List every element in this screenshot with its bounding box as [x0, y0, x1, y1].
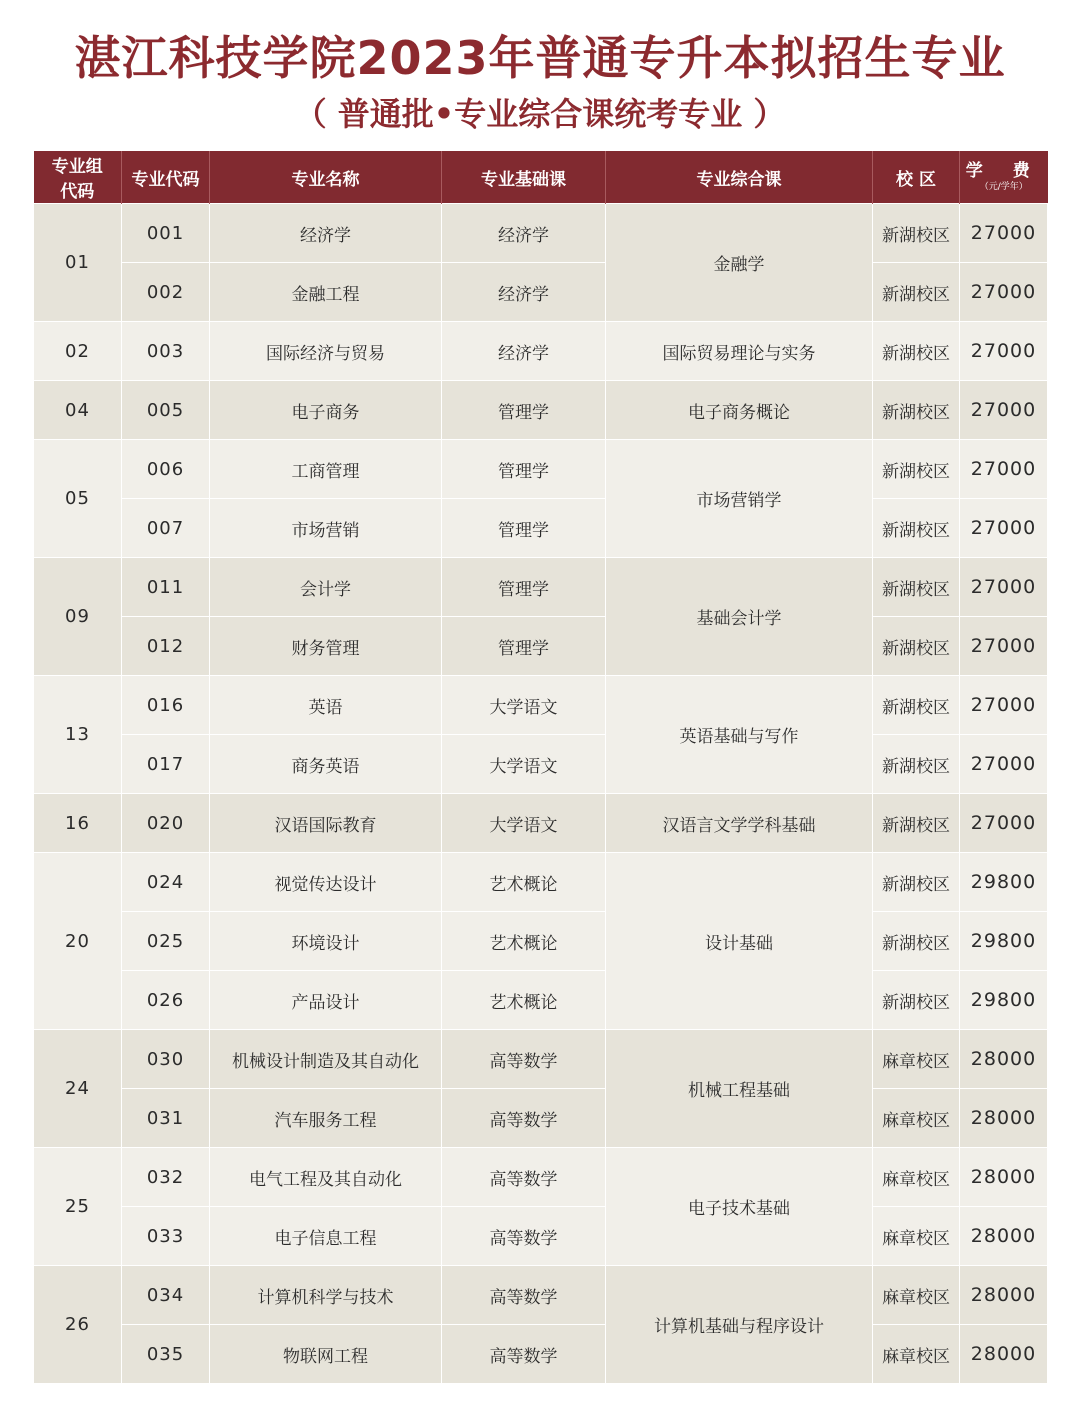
basic-course-cell: 经济学 — [442, 204, 606, 263]
major-name-cell: 物联网工程 — [210, 1325, 442, 1384]
major-name-cell: 计算机科学与技术 — [210, 1266, 442, 1325]
comprehensive-course-cell: 金融学 — [606, 204, 873, 322]
basic-course-cell: 管理学 — [442, 440, 606, 499]
major-name-cell: 汽车服务工程 — [210, 1089, 442, 1148]
campus-cell: 新湖校区 — [873, 912, 960, 971]
comprehensive-course-cell: 英语基础与写作 — [606, 676, 873, 794]
major-code-cell: 033 — [122, 1207, 210, 1266]
campus-cell: 麻章校区 — [873, 1030, 960, 1089]
fee-cell: 27000 — [960, 440, 1048, 499]
campus-cell: 新湖校区 — [873, 617, 960, 676]
fee-cell: 27000 — [960, 381, 1048, 440]
major-name-cell: 电子商务 — [210, 381, 442, 440]
basic-course-cell: 大学语文 — [442, 676, 606, 735]
header-major-name: 专业名称 — [210, 151, 442, 204]
major-name-cell: 工商管理 — [210, 440, 442, 499]
basic-course-cell: 艺术概论 — [442, 971, 606, 1030]
basic-course-cell: 高等数学 — [442, 1089, 606, 1148]
comprehensive-course-cell: 汉语言文学学科基础 — [606, 794, 873, 853]
group-code-cell: 25 — [34, 1148, 122, 1266]
basic-course-cell: 高等数学 — [442, 1148, 606, 1207]
fee-cell: 27000 — [960, 499, 1048, 558]
table-row — [34, 853, 1048, 912]
major-code-cell: 006 — [122, 440, 210, 499]
header-group-code — [34, 151, 122, 204]
basic-course-cell: 经济学 — [442, 263, 606, 322]
fee-cell: 29800 — [960, 853, 1048, 912]
campus-cell: 新湖校区 — [873, 499, 960, 558]
basic-course-cell: 管理学 — [442, 499, 606, 558]
table-body — [34, 204, 1048, 1384]
group-code-cell: 04 — [34, 381, 122, 440]
header-fee-label: 学 费 — [965, 161, 1042, 181]
comprehensive-course-cell: 国际贸易理论与实务 — [606, 322, 873, 381]
table-row — [34, 499, 1048, 558]
table-row — [34, 1266, 1048, 1325]
major-name-cell: 市场营销 — [210, 499, 442, 558]
comprehensive-course-cell: 计算机基础与程序设计 — [606, 1266, 873, 1384]
major-code-cell: 005 — [122, 381, 210, 440]
majors-table — [33, 151, 1048, 1384]
major-code-cell: 003 — [122, 322, 210, 381]
major-code-cell: 026 — [122, 971, 210, 1030]
basic-course-cell: 管理学 — [442, 558, 606, 617]
table-row — [34, 676, 1048, 735]
group-code-cell: 20 — [34, 853, 122, 1030]
header-basic-course: 专业基础课 — [442, 151, 606, 204]
major-name-cell: 经济学 — [210, 204, 442, 263]
basic-course-cell: 大学语文 — [442, 735, 606, 794]
major-name-cell: 电气工程及其自动化 — [210, 1148, 442, 1207]
major-code-cell: 030 — [122, 1030, 210, 1089]
major-code-cell: 016 — [122, 676, 210, 735]
fee-cell: 27000 — [960, 676, 1048, 735]
major-name-cell: 环境设计 — [210, 912, 442, 971]
major-code-cell: 034 — [122, 1266, 210, 1325]
fee-cell: 28000 — [960, 1030, 1048, 1089]
group-code-cell: 01 — [34, 204, 122, 322]
group-code-cell: 24 — [34, 1030, 122, 1148]
major-code-cell: 032 — [122, 1148, 210, 1207]
major-name-cell: 电子信息工程 — [210, 1207, 442, 1266]
fee-cell: 27000 — [960, 735, 1048, 794]
fee-cell: 29800 — [960, 971, 1048, 1030]
major-name-cell: 商务英语 — [210, 735, 442, 794]
header-fee-unit: （元/学年） — [979, 182, 1028, 192]
table-row — [34, 794, 1048, 853]
basic-course-cell: 艺术概论 — [442, 912, 606, 971]
comprehensive-course-cell: 市场营销学 — [606, 440, 873, 558]
table-row — [34, 1089, 1048, 1148]
campus-cell: 新湖校区 — [873, 971, 960, 1030]
basic-course-cell: 经济学 — [442, 322, 606, 381]
fee-cell: 29800 — [960, 912, 1048, 971]
table-row — [34, 912, 1048, 971]
basic-course-cell: 高等数学 — [442, 1325, 606, 1384]
basic-course-cell: 管理学 — [442, 381, 606, 440]
fee-cell: 27000 — [960, 558, 1048, 617]
comprehensive-course-cell: 电子商务概论 — [606, 381, 873, 440]
campus-cell: 新湖校区 — [873, 204, 960, 263]
page-title: 湛江科技学院2023年普通专升本拟招生专业 — [74, 31, 1006, 85]
campus-cell: 新湖校区 — [873, 735, 960, 794]
campus-cell: 新湖校区 — [873, 322, 960, 381]
campus-cell: 麻章校区 — [873, 1148, 960, 1207]
table-header-row — [34, 151, 1048, 204]
table-row — [34, 1148, 1048, 1207]
major-code-cell: 025 — [122, 912, 210, 971]
header-group-code-line2: 代码 — [60, 182, 95, 202]
fee-cell: 27000 — [960, 263, 1048, 322]
major-name-cell: 国际经济与贸易 — [210, 322, 442, 381]
comprehensive-course-cell: 设计基础 — [606, 853, 873, 1030]
fee-cell: 28000 — [960, 1207, 1048, 1266]
fee-cell: 28000 — [960, 1266, 1048, 1325]
campus-cell: 麻章校区 — [873, 1266, 960, 1325]
basic-course-cell: 高等数学 — [442, 1030, 606, 1089]
campus-cell: 麻章校区 — [873, 1207, 960, 1266]
fee-cell: 28000 — [960, 1089, 1048, 1148]
major-code-cell: 001 — [122, 204, 210, 263]
major-name-cell: 金融工程 — [210, 263, 442, 322]
major-name-cell: 汉语国际教育 — [210, 794, 442, 853]
table-row — [34, 1207, 1048, 1266]
basic-course-cell: 管理学 — [442, 617, 606, 676]
page-subtitle: （ 普通批•专业综合课统考专业 ） — [294, 95, 786, 133]
group-code-cell: 16 — [34, 794, 122, 853]
basic-course-cell: 高等数学 — [442, 1266, 606, 1325]
comprehensive-course-cell: 电子技术基础 — [606, 1148, 873, 1266]
campus-cell: 新湖校区 — [873, 794, 960, 853]
table-row — [34, 558, 1048, 617]
campus-cell: 新湖校区 — [873, 440, 960, 499]
basic-course-cell: 大学语文 — [442, 794, 606, 853]
table-row — [34, 1325, 1048, 1384]
major-code-cell: 024 — [122, 853, 210, 912]
major-code-cell: 017 — [122, 735, 210, 794]
major-name-cell: 英语 — [210, 676, 442, 735]
group-code-cell: 09 — [34, 558, 122, 676]
header-comprehensive-course: 专业综合课 — [606, 151, 873, 204]
header-major-code: 专业代码 — [122, 151, 210, 204]
table-row — [34, 617, 1048, 676]
campus-cell: 新湖校区 — [873, 381, 960, 440]
major-code-cell: 031 — [122, 1089, 210, 1148]
major-name-cell: 产品设计 — [210, 971, 442, 1030]
header-campus: 校 区 — [873, 151, 960, 204]
group-code-cell: 26 — [34, 1266, 122, 1384]
fee-cell: 27000 — [960, 794, 1048, 853]
table-row — [34, 1030, 1048, 1089]
table-row — [34, 263, 1048, 322]
campus-cell: 新湖校区 — [873, 263, 960, 322]
fee-cell: 27000 — [960, 204, 1048, 263]
fee-cell: 27000 — [960, 322, 1048, 381]
major-code-cell: 002 — [122, 263, 210, 322]
table-row — [34, 204, 1048, 263]
comprehensive-course-cell: 机械工程基础 — [606, 1030, 873, 1148]
group-code-cell: 05 — [34, 440, 122, 558]
major-name-cell: 视觉传达设计 — [210, 853, 442, 912]
fee-cell: 28000 — [960, 1325, 1048, 1384]
major-code-cell: 011 — [122, 558, 210, 617]
major-code-cell: 020 — [122, 794, 210, 853]
header-fee — [960, 151, 1048, 204]
group-code-cell: 02 — [34, 322, 122, 381]
table-row — [34, 440, 1048, 499]
major-code-cell: 035 — [122, 1325, 210, 1384]
header-group-code-line1: 专业组 — [51, 157, 103, 177]
table-row — [34, 381, 1048, 440]
table-row — [34, 971, 1048, 1030]
campus-cell: 麻章校区 — [873, 1089, 960, 1148]
campus-cell: 新湖校区 — [873, 676, 960, 735]
basic-course-cell: 艺术概论 — [442, 853, 606, 912]
fee-cell: 27000 — [960, 617, 1048, 676]
major-code-cell: 007 — [122, 499, 210, 558]
group-code-cell: 13 — [34, 676, 122, 794]
campus-cell: 新湖校区 — [873, 558, 960, 617]
major-name-cell: 财务管理 — [210, 617, 442, 676]
major-name-cell: 会计学 — [210, 558, 442, 617]
major-name-cell: 机械设计制造及其自动化 — [210, 1030, 442, 1089]
campus-cell: 新湖校区 — [873, 853, 960, 912]
comprehensive-course-cell: 基础会计学 — [606, 558, 873, 676]
major-code-cell: 012 — [122, 617, 210, 676]
fee-cell: 28000 — [960, 1148, 1048, 1207]
basic-course-cell: 高等数学 — [442, 1207, 606, 1266]
campus-cell: 麻章校区 — [873, 1325, 960, 1384]
table-row — [34, 322, 1048, 381]
table-row — [34, 735, 1048, 794]
